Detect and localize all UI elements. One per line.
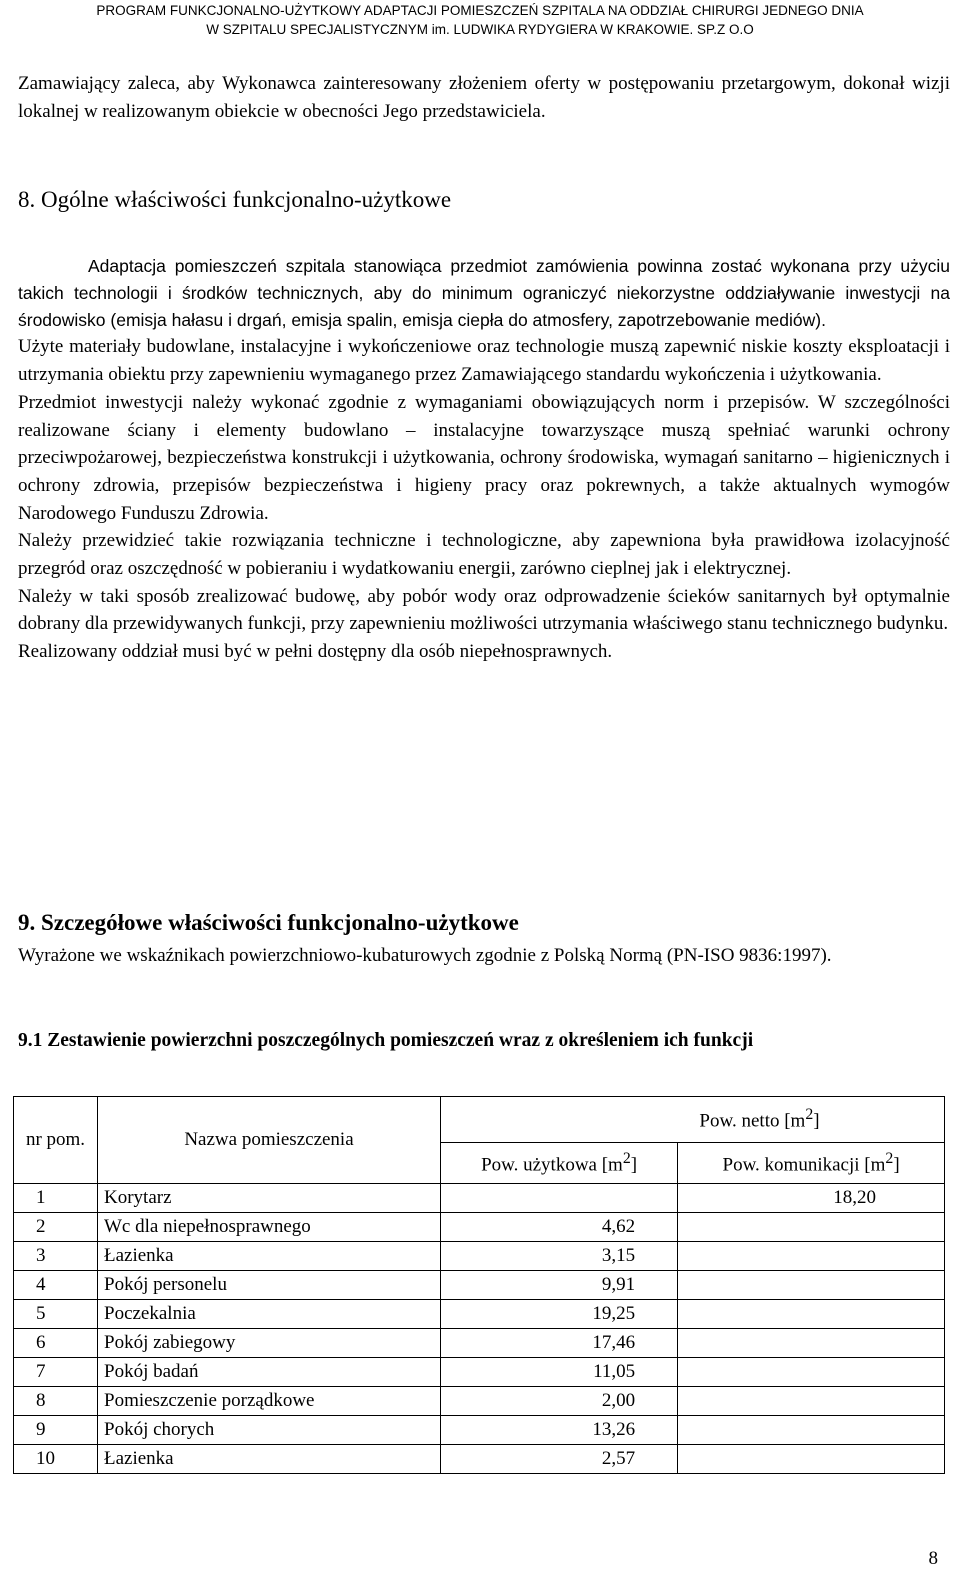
row-uzytkowa: 9,91 bbox=[441, 1271, 678, 1300]
section-9-heading: 9. Szczegółowe właściwości funkcjonalno-użytkowe bbox=[18, 910, 519, 935]
row-komunikacji bbox=[678, 1300, 945, 1329]
row-uzytkowa bbox=[441, 1184, 678, 1213]
row-name: Pokój badań bbox=[98, 1358, 441, 1387]
col-header-uzytkowa bbox=[441, 1142, 678, 1183]
section-8-content bbox=[18, 253, 950, 666]
row-nr: 4 bbox=[14, 1271, 98, 1300]
row-nr: 5 bbox=[14, 1300, 98, 1329]
row-komunikacji bbox=[678, 1387, 945, 1416]
table-row bbox=[14, 1300, 945, 1329]
table-row bbox=[14, 1242, 945, 1271]
section-8-paragraph-1: Adaptacja pomieszczeń szpitala stanowiąca przedmiot zamówienia powinna zostać wykonana przy użyciu takich technologii i środków technicznych, aby do minimum ograniczyć niekorzystne oddziaływanie inwestycji na środowisko (emisja hałasu i drgań, emisja spalin, emisja ciepła do atmosfery, zapotrzebowanie mediów). bbox=[18, 256, 950, 330]
row-uzytkowa: 11,05 bbox=[441, 1358, 678, 1387]
col-nr-label: nr pom. bbox=[25, 1129, 86, 1150]
intro-paragraph: Zamawiający zaleca, aby Wykonawca zainteresowany złożeniem oferty w postępowaniu przetargowym, dokonał wizji lokalnej w realizowanym obiekcie w obecności Jego przedstawiciela. bbox=[18, 73, 950, 122]
row-name: Pomieszczenie porządkowe bbox=[98, 1387, 441, 1416]
row-nr: 9 bbox=[14, 1416, 98, 1445]
section-8-heading: 8. Ogólne właściwości funkcjonalno-użytkowe bbox=[18, 187, 452, 212]
col-komunikacji-sup: 2 bbox=[885, 1149, 894, 1167]
section-8-paragraph-5: Należy w taki sposób zrealizować budowę, aby pobór wody oraz odprowadzenie ścieków sanitarnych był optymalnie dobrany dla przewidywanych funkcji, przy zapewnieniu możliwości utrzymania właściwego stanu technicznego budynku. bbox=[18, 585, 950, 635]
table-row bbox=[14, 1213, 945, 1242]
col-header-nr bbox=[14, 1097, 98, 1184]
row-name: Korytarz bbox=[98, 1184, 441, 1213]
row-name: Łazienka bbox=[98, 1445, 441, 1474]
header-line-1: PROGRAM FUNKCJONALNO-UŻYTKOWY ADAPTACJI POMIESZCZEŃ SZPITALA NA ODDZIAŁ CHIRURGI JEDNEGO DNIA bbox=[96, 3, 864, 18]
row-uzytkowa: 17,46 bbox=[441, 1329, 678, 1358]
col-komunikacji-close: ] bbox=[893, 1153, 900, 1175]
col-netto-close: ] bbox=[813, 1110, 820, 1132]
row-uzytkowa: 3,15 bbox=[441, 1242, 678, 1271]
row-nr: 6 bbox=[14, 1329, 98, 1358]
row-nr: 1 bbox=[14, 1184, 98, 1213]
table-header-row-1 bbox=[14, 1097, 945, 1143]
col-netto-label: Pow. netto [m bbox=[699, 1110, 806, 1132]
row-nr: 2 bbox=[14, 1213, 98, 1242]
row-komunikacji bbox=[678, 1271, 945, 1300]
row-uzytkowa: 2,00 bbox=[441, 1387, 678, 1416]
col-header-netto bbox=[441, 1097, 945, 1143]
row-komunikacji bbox=[678, 1416, 945, 1445]
col-komunikacji-label: Pow. komunikacji [m bbox=[722, 1153, 886, 1175]
col-header-name: Nazwa pomieszczenia bbox=[98, 1097, 441, 1184]
table-row bbox=[14, 1445, 945, 1474]
table-row bbox=[14, 1358, 945, 1387]
table-row bbox=[14, 1416, 945, 1445]
page-header bbox=[0, 0, 960, 41]
row-name: Pokój zabiegowy bbox=[98, 1329, 441, 1358]
table-row bbox=[14, 1271, 945, 1300]
row-name: Poczekalnia bbox=[98, 1300, 441, 1329]
col-header-komunikacji bbox=[678, 1142, 945, 1183]
section-9-paragraph: Wyrażone we wskaźnikach powierzchniowo-kubaturowych zgodnie z Polską Normą (PN-ISO 9836:1997). bbox=[18, 945, 832, 966]
section-8-paragraph-6: Realizowany oddział musi być w pełni dostępny dla osób niepełnosprawnych. bbox=[18, 641, 613, 663]
table-row bbox=[14, 1329, 945, 1358]
row-nr: 8 bbox=[14, 1387, 98, 1416]
row-uzytkowa: 13,26 bbox=[441, 1416, 678, 1445]
page-number: 8 bbox=[928, 1548, 938, 1569]
row-nr: 10 bbox=[14, 1445, 98, 1474]
row-nr: 7 bbox=[14, 1358, 98, 1387]
row-name: Pokój personelu bbox=[98, 1271, 441, 1300]
section-9-1-heading: 9.1 Zestawienie powierzchni poszczególnych pomieszczeń wraz z określeniem ich funkcji bbox=[18, 1030, 754, 1051]
col-uzytkowa-label: Pow. użytkowa [m bbox=[481, 1153, 623, 1175]
row-komunikacji bbox=[678, 1242, 945, 1271]
row-nr: 3 bbox=[14, 1242, 98, 1271]
col-uzytkowa-close: ] bbox=[630, 1153, 638, 1175]
section-8-paragraph-3: Przedmiot inwestycji należy wykonać zgodnie z wymaganiami obowiązujących norm i przepisów. W szczególności realizowane ściany i elementy budowlano – instalacyjne towarzyszące muszą spełniać warunki ochrony przeciwpożarowej, bezpieczeństwa konstrukcji i użytkowania, ochrony środowiska, wymagań sanitarno – higienicznych i ochrony zdrowia, przepisów bezpieczeństwa i higieny pracy oraz pokrewnych, a także aktualnych wymogów Narodowego Funduszu Zdrowia. bbox=[18, 391, 950, 524]
header-line-2: W SZPITALU SPECJALISTYCZNYM im. LUDWIKA RYDYGIERA W KRAKOWIE. SP.Z O.O bbox=[206, 22, 754, 37]
table-row bbox=[14, 1184, 945, 1213]
row-name: Wc dla niepełnosprawnego bbox=[98, 1213, 441, 1242]
row-name: Łazienka bbox=[98, 1242, 441, 1271]
rooms-table bbox=[13, 1096, 945, 1474]
row-uzytkowa: 4,62 bbox=[441, 1213, 678, 1242]
table-row bbox=[14, 1387, 945, 1416]
row-uzytkowa: 19,25 bbox=[441, 1300, 678, 1329]
row-komunikacji bbox=[678, 1358, 945, 1387]
row-komunikacji: 18,20 bbox=[678, 1184, 945, 1213]
row-komunikacji bbox=[678, 1213, 945, 1242]
col-uzytkowa-sup: 2 bbox=[622, 1149, 631, 1167]
section-8-paragraph-2: Użyte materiały budowlane, instalacyjne i wykończeniowe oraz technologie muszą zapewnić niskie koszty eksploatacji i utrzymania obiektu przy zapewnieniu wymaganego przez Zamawiającego standardu wykończenia i użytkowania. bbox=[18, 336, 950, 386]
col-netto-sup: 2 bbox=[805, 1106, 814, 1124]
row-uzytkowa: 2,57 bbox=[441, 1445, 678, 1474]
row-komunikacji bbox=[678, 1445, 945, 1474]
row-komunikacji bbox=[678, 1329, 945, 1358]
section-8-paragraph-4: Należy przewidzieć takie rozwiązania techniczne i technologiczne, aby zapewniona była prawidłowa izolacyjność przegród oraz oszczędność w pobieraniu i wydatkowaniu energii, zarówno cieplnej jak i elektrycznej. bbox=[18, 530, 950, 580]
row-name: Pokój chorych bbox=[98, 1416, 441, 1445]
